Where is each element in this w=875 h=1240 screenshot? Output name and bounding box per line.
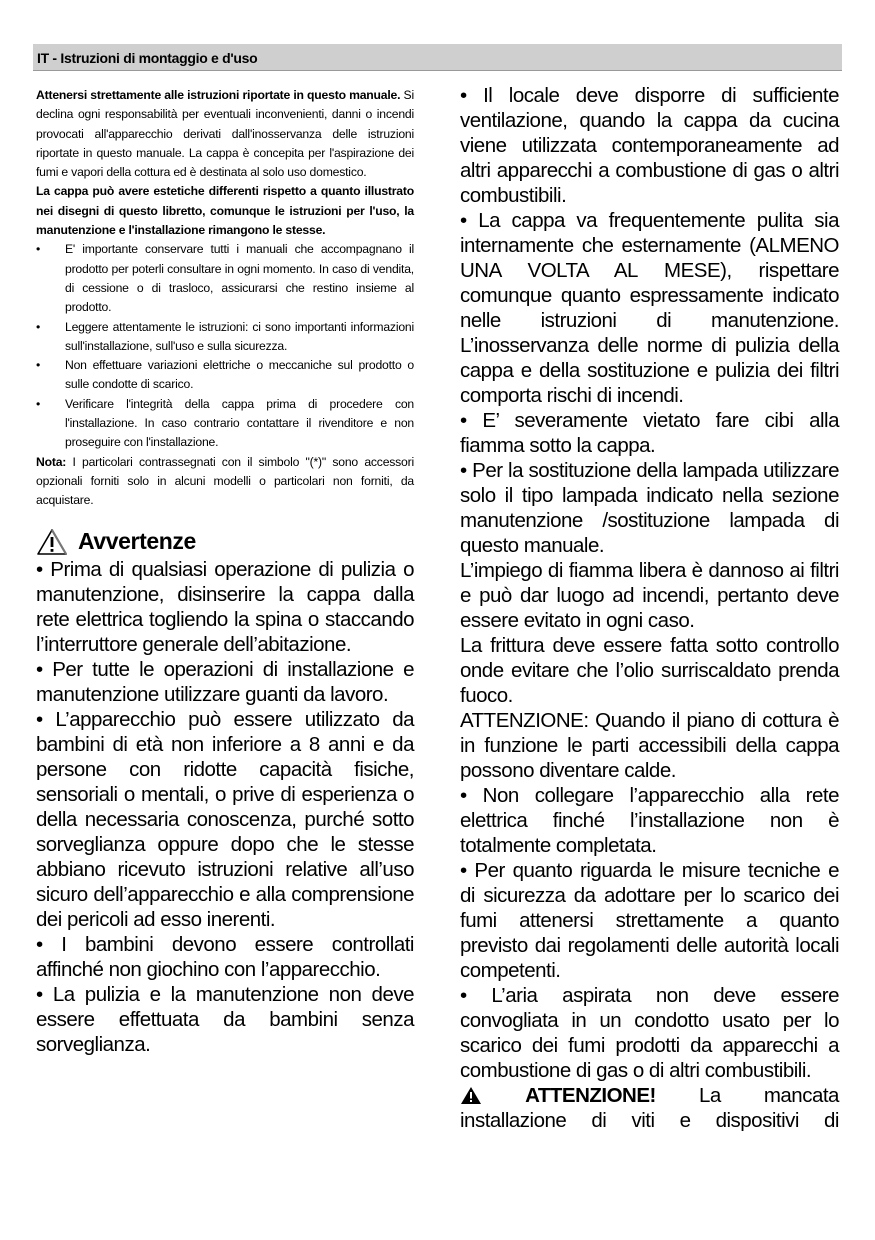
- intro-paragraph: [36, 86, 414, 182]
- warning-paragraph: • La pulizia e la manutenzione non deve essere effettuata da bambini senza sorveglianza.: [36, 982, 414, 1056]
- warning-paragraph: • Per quanto riguarda le misure tecniche e di sicurezza da adottare per lo scarico dei fumi attenersi strettamente a quanto previsto dai regolamenti delle autorità locali competenti.: [460, 859, 839, 982]
- warning-triangle-icon: [36, 528, 68, 556]
- intro-bullet-text: Non effettuare variazioni elettriche o meccaniche sul prodotto o sulle condotte di scarico.: [65, 358, 414, 392]
- warning-paragraph: • Per tutte le operazioni di installazione e manutenzione utilizzare guanti da lavoro.: [36, 657, 414, 706]
- warning-paragraph: • I bambini devono essere controllati affinché non giochino con l’apparecchio.: [36, 932, 414, 981]
- attention-line: [460, 1083, 839, 1108]
- warnings-left-list: [36, 557, 414, 1057]
- attention-word: di: [824, 1109, 839, 1132]
- left-column: [36, 86, 414, 1057]
- intro-bullet-text: Leggere attentamente le istruzioni: ci sono importanti informazioni sull'installazione, sull'uso e sulla sicurezza.: [65, 319, 414, 353]
- warning-paragraph: • Prima di qualsiasi operazione di pulizia o manutenzione, disinserire la cappa dalla rete elettrica togliendo la spina o staccando l’interruttore generale dell’abitazione.: [36, 557, 414, 656]
- attention-continuation: [460, 1108, 839, 1133]
- warnings-heading: [36, 527, 414, 557]
- warning-paragraph: • Il locale deve disporre di sufficiente ventilazione, quando la cappa da cucina viene utilizzata contemporaneamente ad altri apparecchi a combustione di gas o altri combustibili.: [460, 84, 839, 207]
- bullet-marker: •: [36, 396, 41, 411]
- intro-variant-note: [36, 182, 414, 240]
- intro-bullet-item: [36, 318, 414, 357]
- attention-word: La: [698, 1084, 721, 1107]
- intro-bullet-item: [36, 240, 414, 317]
- intro-section: [36, 86, 414, 511]
- warning-filled-icon: [460, 1086, 482, 1105]
- warnings-right-list: [460, 83, 839, 1083]
- warning-paragraph: • L’aria aspirata non deve essere convogliata in un condotto usato per lo scarico dei fumi prodotti da apparecchi a combustione di gas o di altri combustibili.: [460, 984, 839, 1082]
- warning-paragraph: La frittura deve essere fatta sotto controllo onde evitare che l’olio surriscaldato prenda fuoco.: [460, 634, 839, 707]
- warning-paragraph: • E’ severamente vietato fare cibi alla fiamma sotto la cappa.: [460, 409, 839, 457]
- attention-word: mancata: [763, 1084, 839, 1107]
- intro-note: [36, 453, 414, 511]
- attention-word: di: [591, 1109, 607, 1132]
- warning-paragraph: • Per la sostituzione della lampada utilizzare solo il tipo lampada indicato nella sezione manutenzione /sostituzione lampada di questo manuale.: [460, 459, 839, 557]
- intro-bullet-text: Verificare l'integrità della cappa prima di procedere con l'installazione. In caso contrario contattare il rivenditore e non proseguire con l'installazione.: [65, 396, 414, 450]
- attention-word: installazione: [460, 1109, 567, 1132]
- warning-paragraph: • Non collegare l’apparecchio alla rete elettrica finché l’installazione non è totalmente completata.: [460, 784, 839, 857]
- warnings-title: Avvertenze: [78, 528, 196, 555]
- note-text: I particolari contrassegnati con il simbolo "(*)" sono accessori opzionali forniti solo in alcuni modelli o particolari non forniti, da acquistare.: [36, 454, 414, 508]
- bullet-marker: •: [36, 358, 41, 373]
- section-header-title: IT - Istruzioni di montaggio e d'uso: [37, 50, 258, 66]
- bullet-marker: •: [36, 319, 41, 334]
- attention-label: ATTENZIONE!: [525, 1084, 656, 1107]
- intro-bullet-text: E' importante conservare tutti i manuali che accompagnano il prodotto per poterli consultare in ogni momento. In caso di vendita, di cessione o di trasloco, assicurarsi che restino insieme al prodotto.: [65, 242, 414, 315]
- warning-paragraph: L’impiego di fiamma libera è dannoso ai filtri e può dar luogo ad incendi, pertanto deve essere evitato in ogni caso.: [460, 559, 839, 632]
- intro-bullet-item: [36, 356, 414, 395]
- warning-paragraph: ATTENZIONE: Quando il piano di cottura è in funzione le parti accessibili della cappa possono diventare calde.: [460, 709, 839, 782]
- attention-word: viti: [631, 1109, 655, 1132]
- bullet-marker: •: [36, 242, 41, 257]
- section-header-bar: [33, 44, 842, 71]
- warning-paragraph: • La cappa va frequentemente pulita sia internamente che esternamente (ALMENO UNA VOLTA AL MESE), rispettare comunque quanto espressamente indicato nelle istruzioni di manutenzione. L’inosservanza delle norme di pulizia della cappa e della sostituzione e pulizia dei filtri comporta rischi di incendi.: [460, 209, 839, 407]
- note-label: Nota:: [36, 454, 67, 469]
- intro-bullet-list: [36, 240, 414, 452]
- attention-word: dispositivi: [715, 1109, 799, 1132]
- intro-text: Si declina ogni responsabilità per eventuali inconvenienti, danni o incendi provocati all'apparecchio derivati dall'inosservanza delle istruzioni riportate in questo manuale. La cappa è concepita per l'aspirazione dei fumi e vapori della cottura ed è destinata al solo uso domestico.: [36, 88, 414, 180]
- intro-bold-lead: Attenersi strettamente alle istruzioni riportate in questo manuale.: [36, 88, 401, 102]
- warning-paragraph: • L’apparecchio può essere utilizzato da bambini di età non inferiore a 8 anni e da persone con ridotte capacità fisiche, sensoriali o mentali, o prive di esperienza o della necessaria conoscenza, purché sotto sorveglianza oppure dopo che le stesse abbiano ricevuto istruzioni relative all’uso sicuro dell’apparecchio e alla comprensione dei pericoli ad esso inerenti.: [36, 707, 414, 931]
- right-column: [460, 83, 839, 1133]
- intro-variant-note-text: La cappa può avere estetiche differenti rispetto a quanto illustrato nei disegni di questo libretto, comunque le istruzioni per l'uso, la manutenzione e l'installazione rimangono le stesse.: [36, 184, 414, 238]
- attention-word: e: [679, 1109, 691, 1132]
- intro-bullet-item: [36, 395, 414, 453]
